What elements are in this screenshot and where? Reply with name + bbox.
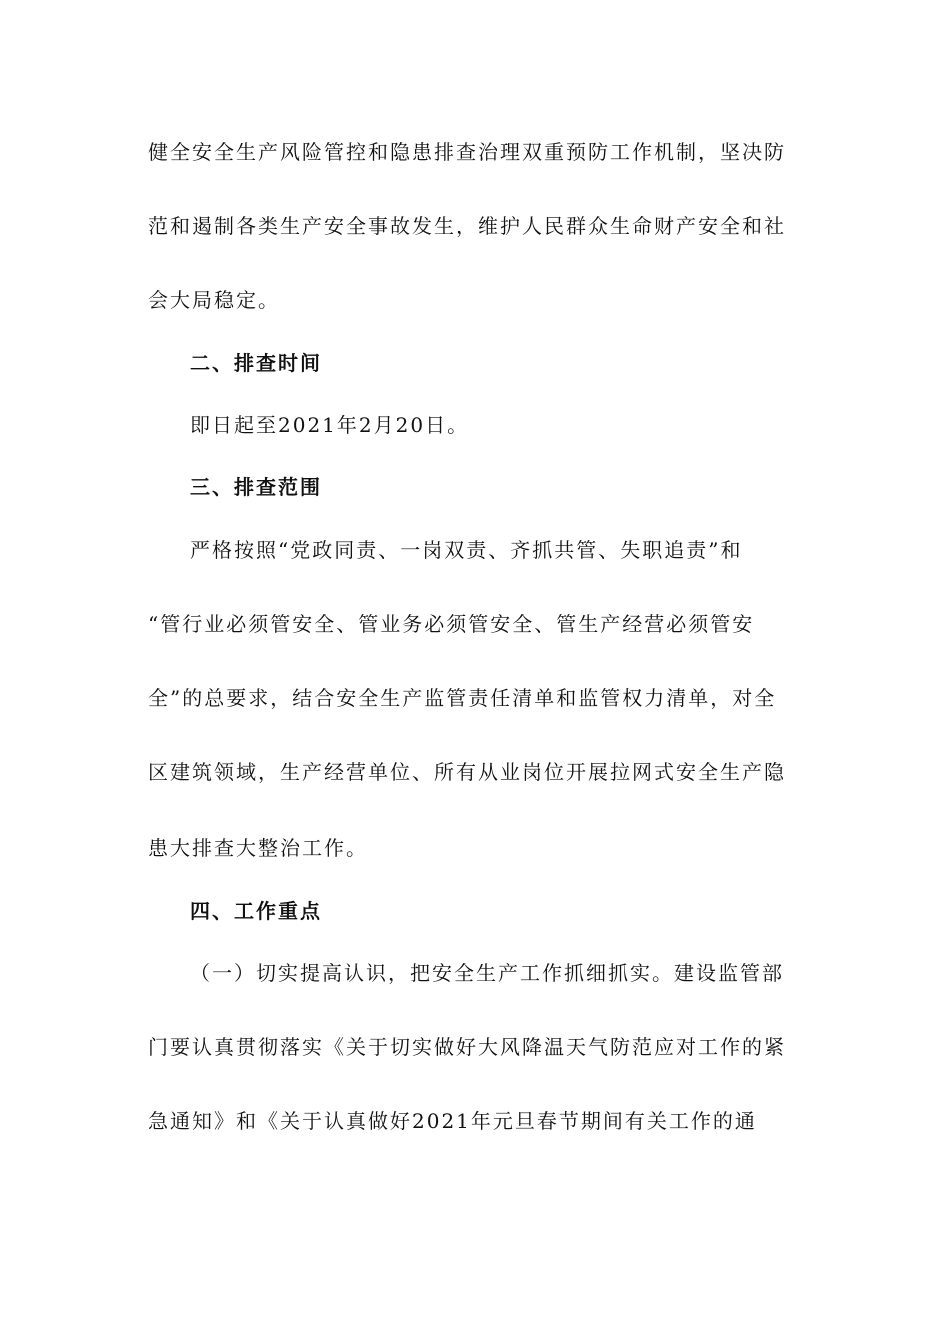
body-text-line: 健全安全生产风险管控和隐患排查治理双重预防工作机制，坚决防 [148, 140, 786, 164]
body-text-line: 区建筑领域，生产经营单位、所有从业岗位开展拉网式安全生产隐 [148, 760, 786, 784]
body-text-line: “管行业必须管安全、管业务必须管安全、管生产经营必须管安 [148, 612, 755, 636]
section-heading: 二、排查时间 [190, 351, 322, 375]
section-heading: 四、工作重点 [190, 899, 322, 923]
body-text-line: 即日起至2021年2月20日。 [190, 413, 470, 437]
body-text-line: 门要认真贯彻落实《关于切实做好大风降温天气防范应对工作的紧 [148, 1035, 786, 1059]
body-text-line: 会大局稳定。 [148, 288, 280, 312]
body-text-line: （一）切实提高认识，把安全生产工作抓细抓实。建设监管部 [190, 961, 784, 985]
body-text-line: 急通知》和《关于认真做好2021年元旦春节期间有关工作的通 [148, 1109, 757, 1133]
body-text-line: 全”的总要求，结合安全生产监管责任清单和监管权力清单，对全 [148, 686, 777, 710]
body-text-line: 严格按照“党政同责、一岗双责、齐抓共管、失职追责”和 [190, 538, 743, 562]
body-text-line: 患大排查大整治工作。 [148, 836, 368, 860]
section-heading: 三、排查范围 [190, 475, 322, 499]
body-text-line: 范和遏制各类生产安全事故发生，维护人民群众生命财产安全和社 [148, 214, 786, 238]
